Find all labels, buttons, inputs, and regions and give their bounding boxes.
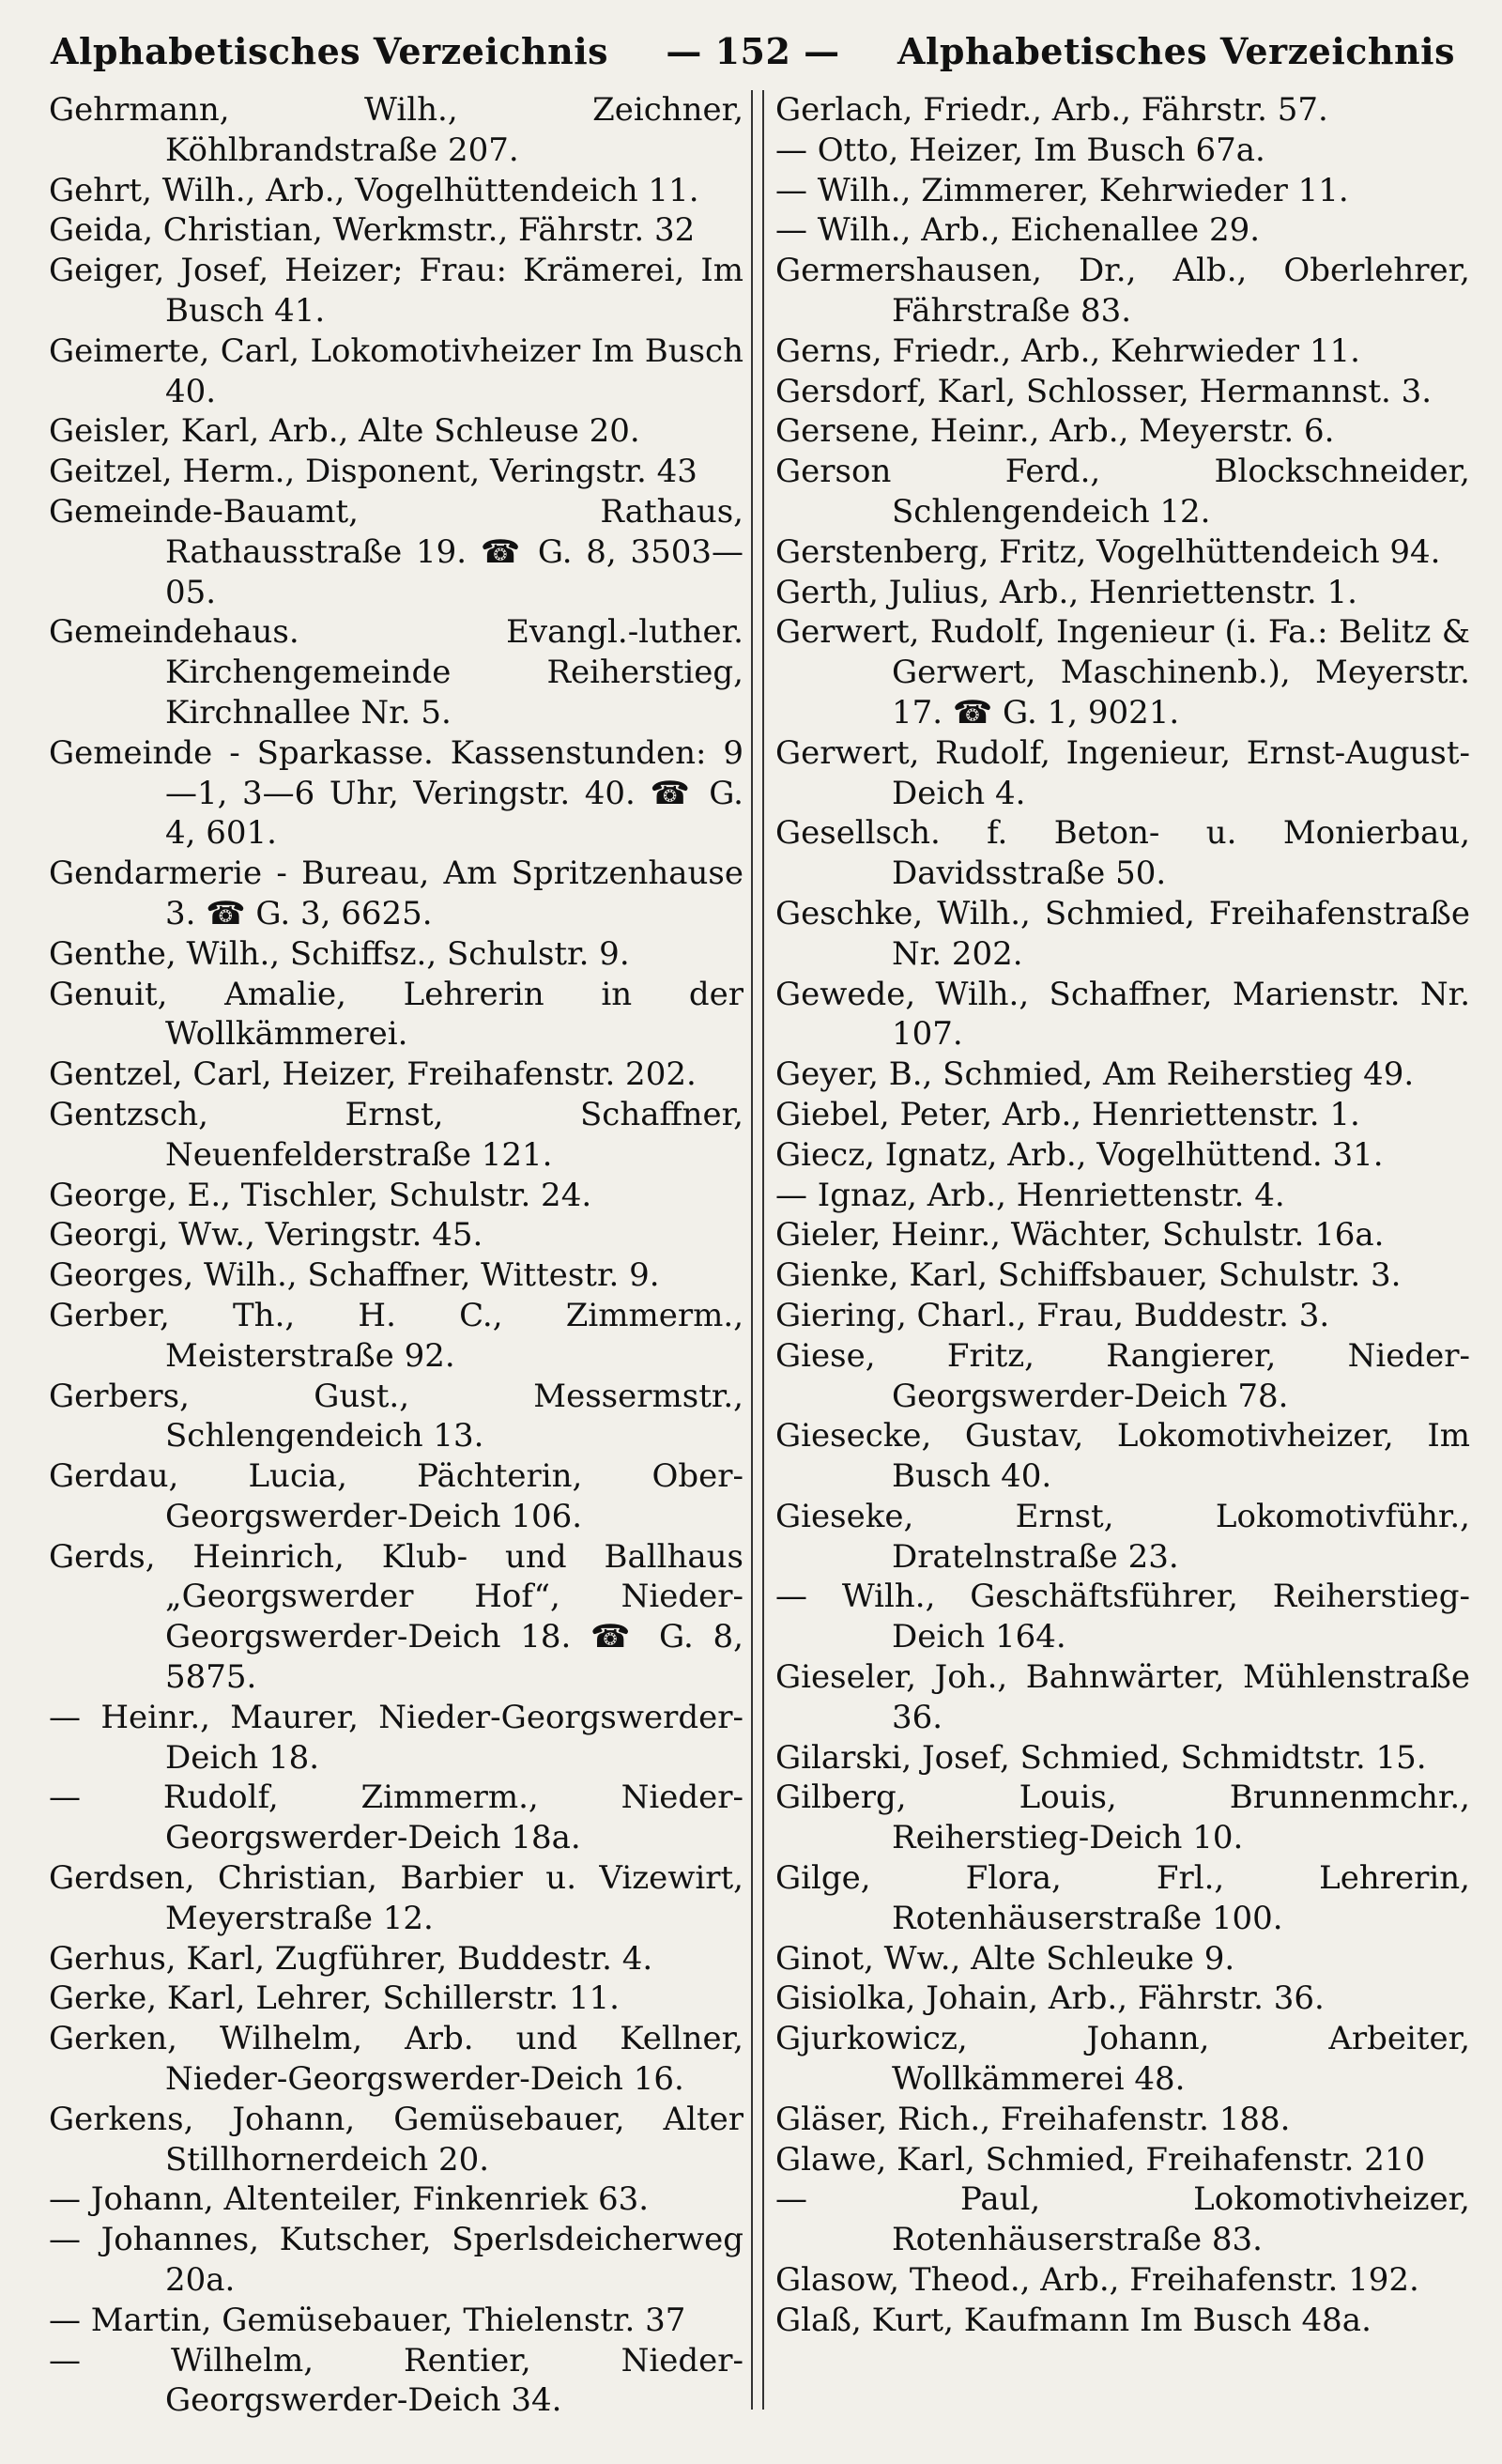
- directory-entry: — Ignaz, Arb., Henriettenstr. 4.: [775, 1176, 1285, 1214]
- directory-entry: Gisiolka, Johain, Arb., Fährstr. 36.: [775, 1979, 1325, 2018]
- directory-entry: Glasow, Theod., Arb., Freihafenstr. 192.: [775, 2261, 1419, 2300]
- directory-entry: Giering, Charl., Frau, Buddestr. 3.: [775, 1296, 1330, 1334]
- directory-entry: Gesellsch. f. Beton- u. Monierbau, Davidsstraße 50.: [775, 814, 1470, 893]
- directory-entry: Gehrt, Wilh., Arb., Vogelhüttendeich 11.: [49, 171, 699, 209]
- directory-entry: Georges, Wilh., Schaffner, Wittestr. 9.: [49, 1256, 660, 1295]
- directory-entry: Gerken, Wilhelm, Arb. und Kellner, Nieder-Georgswerder-Deich 16.: [49, 2020, 743, 2099]
- directory-entry: Gilberg, Louis, Brunnenmchr., Reiherstieg-Deich 10.: [775, 1779, 1470, 1857]
- directory-entry: Geimerte, Carl, Lokomotivheizer Im Busch 40.: [49, 331, 743, 410]
- directory-entry: Glawe, Karl, Schmied, Freihafenstr. 210: [775, 2140, 1426, 2179]
- directory-entry: — Johannes, Kutscher, Sperlsdeicherweg 20a.: [49, 2221, 743, 2300]
- right-column: [775, 90, 1470, 2341]
- page-number: — 152 —: [666, 29, 840, 72]
- directory-entry: Gjurkowicz, Johann, Arbeiter, Wollkämmerei 48.: [775, 2020, 1470, 2099]
- directory-entry: Genuit, Amalie, Lehrerin in der Wollkämmerei.: [49, 975, 743, 1054]
- directory-entry: Gerdsen, Christian, Barbier u. Vizewirt, Meyerstraße 12.: [49, 1859, 743, 1937]
- directory-entry: Gentzsch, Ernst, Schaffner, Neuenfelderstraße 121.: [49, 1095, 743, 1174]
- directory-entry: Gerwert, Rudolf, Ingenieur, Ernst-August-Deich 4.: [775, 733, 1470, 812]
- column-divider: [751, 90, 764, 2410]
- directory-entry: Genthe, Wilh., Schiffsz., Schulstr. 9.: [49, 934, 630, 973]
- header-left-title: Alphabetisches Verzeichnis: [51, 29, 609, 72]
- directory-entry: Gilge, Flora, Frl., Lehrerin, Rotenhäuserstraße 100.: [775, 1859, 1470, 1937]
- directory-entry: Georgi, Ww., Veringstr. 45.: [49, 1216, 483, 1255]
- left-column: [49, 90, 743, 2421]
- directory-entry: Gewede, Wilh., Schaffner, Marienstr. Nr. 107.: [775, 975, 1470, 1054]
- directory-entry: Geida, Christian, Werkmstr., Fährstr. 32: [49, 211, 696, 250]
- directory-entry: Giese, Fritz, Rangierer, Nieder-Georgswerder-Deich 78.: [775, 1336, 1470, 1415]
- directory-entry: George, E., Tischler, Schulstr. 24.: [49, 1176, 592, 1214]
- directory-entry: Gerbers, Gust., Messermstr., Schlengendeich 13.: [49, 1377, 743, 1455]
- page-header: [51, 21, 1455, 81]
- directory-entry: — Paul, Lokomotivheizer, Rotenhäuserstraße 83.: [775, 2180, 1470, 2259]
- header-right-title: Alphabetisches Verzeichnis: [897, 29, 1455, 72]
- directory-entry: Germershausen, Dr., Alb., Oberlehrer, Fährstraße 83.: [775, 252, 1470, 330]
- directory-entry: Gerke, Karl, Lehrer, Schillerstr. 11.: [49, 1979, 620, 2018]
- directory-entry: Gerstenberg, Fritz, Vogelhüttendeich 94.: [775, 532, 1441, 571]
- directory-entry: Gemeinde - Sparkasse. Kassenstunden: 9—1, 3—6 Uhr, Veringstr. 40. ☎ G. 4, 601.: [49, 733, 743, 853]
- directory-entry: Gersene, Heinr., Arb., Meyerstr. 6.: [775, 412, 1335, 451]
- directory-entry: — Martin, Gemüsebauer, Thielenstr. 37: [49, 2301, 686, 2339]
- directory-entry: Giecz, Ignatz, Arb., Vogelhüttend. 31.: [775, 1135, 1384, 1174]
- directory-entry: — Wilh., Geschäftsführer, Reiherstieg-Deich 164.: [775, 1578, 1470, 1656]
- directory-entry: Gerson Ferd., Blockschneider, Schlengendeich 12.: [775, 453, 1470, 531]
- directory-entry: Gersdorf, Karl, Schlosser, Hermannst. 3.: [775, 372, 1433, 410]
- directory-entry: Gerdau, Lucia, Pächterin, Ober-Georgswerder-Deich 106.: [49, 1457, 743, 1535]
- directory-entry: Gläser, Rich., Freihafenstr. 188.: [775, 2100, 1291, 2138]
- directory-entry: Gerth, Julius, Arb., Henriettenstr. 1.: [775, 573, 1357, 611]
- directory-entry: Gerns, Friedr., Arb., Kehrwieder 11.: [775, 331, 1360, 370]
- directory-entry: Gemeinde-Bauamt, Rathaus, Rathausstraße 19. ☎ G. 8, 3503—05.: [49, 492, 743, 611]
- directory-entry: Geisler, Karl, Arb., Alte Schleuse 20.: [49, 412, 640, 451]
- directory-entry: Gienke, Karl, Schiffsbauer, Schulstr. 3.: [775, 1256, 1402, 1295]
- directory-entry: — Rudolf, Zimmerm., Nieder-Georgswerder-Deich 18a.: [49, 1779, 743, 1857]
- directory-entry: Gerwert, Rudolf, Ingenieur (i. Fa.: Belitz & Gerwert, Maschinenb.), Meyerstr. 17. ☎ G. 1, 9021.: [775, 613, 1470, 732]
- directory-entry: — Wilh., Zimmerer, Kehrwieder 11.: [775, 171, 1349, 209]
- directory-entry: Giesecke, Gustav, Lokomotivheizer, Im Busch 40.: [775, 1417, 1470, 1496]
- directory-entry: Gerds, Heinrich, Klub- und Ballhaus „Georgswerder Hof“, Nieder-Georgswerder-Deich 18. ☎ G. 8, 5875.: [49, 1537, 743, 1697]
- directory-entry: — Heinr., Maurer, Nieder-Georgswerder-Deich 18.: [49, 1698, 743, 1777]
- directory-entry: Geyer, B., Schmied, Am Reiherstieg 49.: [775, 1055, 1415, 1094]
- directory-entry: Gentzel, Carl, Heizer, Freihafenstr. 202.: [49, 1055, 697, 1094]
- directory-entry: — Johann, Altenteiler, Finkenriek 63.: [49, 2180, 650, 2219]
- directory-entry: Gerhus, Karl, Zugführer, Buddestr. 4.: [49, 1939, 653, 1978]
- directory-entry: Glaß, Kurt, Kaufmann Im Busch 48a.: [775, 2301, 1372, 2339]
- directory-entry: Gieseler, Joh., Bahnwärter, Mühlenstraße 36.: [775, 1658, 1470, 1736]
- directory-entry: Gerlach, Friedr., Arb., Fährstr. 57.: [775, 91, 1328, 129]
- directory-entry: — Wilh., Arb., Eichenallee 29.: [775, 211, 1261, 250]
- directory-entry: — Otto, Heizer, Im Busch 67a.: [775, 131, 1265, 169]
- directory-entry: Gemeindehaus. Evangl.-luther. Kirchengemeinde Reiherstieg, Kirchnallee Nr. 5.: [49, 613, 743, 732]
- directory-entry: Geschke, Wilh., Schmied, Freihafenstraße Nr. 202.: [775, 894, 1470, 973]
- directory-entry: Gendarmerie - Bureau, Am Spritzenhause 3. ☎ G. 3, 6625.: [49, 855, 743, 932]
- directory-entry: Ginot, Ww., Alte Schleuke 9.: [775, 1939, 1235, 1978]
- directory-entry: Gilarski, Josef, Schmied, Schmidtstr. 15.: [775, 1738, 1427, 1777]
- directory-entry: Gehrmann, Wilh., Zeichner, Köhlbrandstraße 207.: [49, 91, 743, 169]
- directory-entry: Giebel, Peter, Arb., Henriettenstr. 1.: [775, 1095, 1360, 1133]
- directory-entry: Geiger, Josef, Heizer; Frau: Krämerei, Im Busch 41.: [49, 252, 743, 330]
- directory-entry: Gieseke, Ernst, Lokomotivführ., Dratelnstraße 23.: [775, 1497, 1470, 1576]
- directory-entry: Gerber, Th., H. C., Zimmerm., Meisterstraße 92.: [49, 1296, 743, 1375]
- directory-entry: Gerkens, Johann, Gemüsebauer, Alter Stillhornerdeich 20.: [49, 2100, 743, 2179]
- directory-entry: Geitzel, Herm., Disponent, Veringstr. 43: [49, 453, 697, 491]
- directory-entry: — Wilhelm, Rentier, Nieder-Georgswerder-Deich 34.: [49, 2341, 743, 2420]
- directory-entry: Gieler, Heinr., Wächter, Schulstr. 16a.: [775, 1216, 1385, 1255]
